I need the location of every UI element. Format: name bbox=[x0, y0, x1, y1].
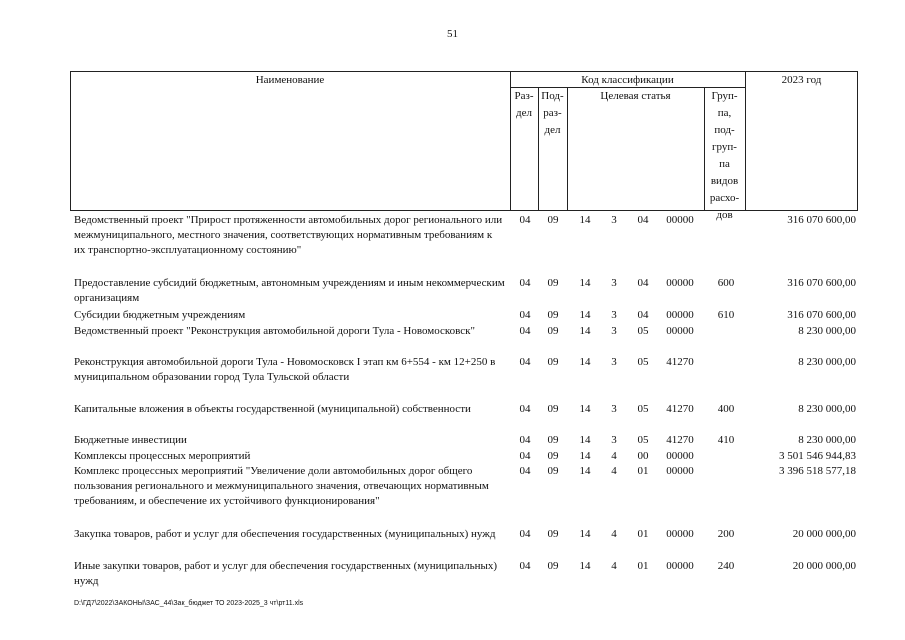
file-path-footer: D:\ГД7\2022\ЗАКОНЫ\ЗАС_44\Зак_бюджет ТО 2023-2025_3 чт\рт11.xls bbox=[74, 600, 304, 607]
row-cs1: 14 bbox=[579, 560, 591, 572]
row-cs1: 14 bbox=[579, 309, 591, 321]
row-cs3: 05 bbox=[637, 403, 649, 415]
row-cs3: 05 bbox=[637, 356, 649, 368]
row-amount: 8 230 000,00 bbox=[798, 403, 856, 415]
header-code: Код классификации bbox=[581, 74, 674, 86]
page-number: 51 bbox=[447, 28, 458, 40]
row-amount: 316 070 600,00 bbox=[787, 214, 856, 226]
row-name: Закупка товаров, работ и услуг для обеспечения государственных (муниципальных) нужд bbox=[74, 528, 496, 540]
row-cs4: 00000 bbox=[666, 325, 694, 337]
row-cs1: 14 bbox=[579, 434, 591, 446]
row-name: Реконструкция автомобильной дороги Тула - Новомосковск I этап км 6+554 - км 12+250 в муниципальном образовании город Тула Тульской области bbox=[74, 356, 496, 383]
row-cs4: 41270 bbox=[666, 434, 694, 446]
row-cs1: 14 bbox=[579, 528, 591, 540]
row-name: Иные закупки товаров, работ и услуг для обеспечения государственных (муниципальных) нужд bbox=[74, 560, 498, 587]
row-cs2: 3 bbox=[611, 325, 617, 337]
row-cs2: 4 bbox=[611, 465, 617, 477]
row-amount: 20 000 000,00 bbox=[792, 560, 856, 572]
row-cs4: 00000 bbox=[666, 465, 694, 477]
row-cs2: 3 bbox=[611, 214, 617, 226]
row-name: Капитальные вложения в объекты государственной (муниципальной) собственности bbox=[74, 403, 471, 415]
row-amount: 8 230 000,00 bbox=[798, 356, 856, 368]
row-razdel: 04 bbox=[519, 277, 531, 289]
header-group: Груп- па, под- груп- па видов расхо- дов bbox=[709, 90, 740, 221]
row-cs3: 05 bbox=[637, 325, 649, 337]
row-cs2: 3 bbox=[611, 277, 617, 289]
row-cs4: 00000 bbox=[666, 277, 694, 289]
row-cs1: 14 bbox=[579, 356, 591, 368]
row-razdel: 04 bbox=[519, 356, 531, 368]
row-cs4: 00000 bbox=[666, 214, 694, 226]
header-razdel: Раз- дел bbox=[514, 90, 534, 119]
row-razdel: 04 bbox=[519, 403, 531, 415]
row-cs4: 41270 bbox=[666, 403, 694, 415]
row-name: Субсидии бюджетным учреждениям bbox=[74, 309, 246, 321]
row-amount: 3 501 546 944,83 bbox=[779, 450, 856, 462]
row-razdel: 04 bbox=[519, 465, 531, 477]
row-cs1: 14 bbox=[579, 277, 591, 289]
row-amount: 316 070 600,00 bbox=[787, 277, 856, 289]
header-target: Целевая статья bbox=[600, 90, 671, 102]
row-cs3: 04 bbox=[637, 277, 649, 289]
row-group: 610 bbox=[717, 309, 735, 321]
row-name: Бюджетные инвестиции bbox=[74, 434, 187, 446]
row-name: Ведомственный проект "Прирост протяженности автомобильных дорог регионального или межмуниципального, местного значения, соответствующих нормативным требованиям к их транспортно-эксплуатационному состоянию" bbox=[74, 214, 503, 256]
row-podrazdel: 09 bbox=[547, 356, 559, 368]
row-podrazdel: 09 bbox=[547, 309, 559, 321]
row-cs2: 4 bbox=[611, 560, 617, 572]
row-group: 200 bbox=[717, 528, 735, 540]
row-cs4: 41270 bbox=[666, 356, 694, 368]
header-name: Наименование bbox=[255, 74, 325, 86]
header-year: 2023 год bbox=[781, 74, 822, 86]
row-cs3: 04 bbox=[637, 309, 649, 321]
row-cs2: 4 bbox=[611, 450, 617, 462]
row-cs3: 01 bbox=[637, 528, 649, 540]
row-group: 240 bbox=[717, 560, 735, 572]
row-razdel: 04 bbox=[519, 434, 531, 446]
row-cs4: 00000 bbox=[666, 309, 694, 321]
row-podrazdel: 09 bbox=[547, 528, 559, 540]
row-cs4: 00000 bbox=[666, 528, 694, 540]
row-cs3: 01 bbox=[637, 560, 649, 572]
row-name: Предоставление субсидий бюджетным, автономным учреждениям и иным некоммерческим организациям bbox=[74, 277, 505, 304]
row-cs1: 14 bbox=[579, 465, 591, 477]
row-cs2: 3 bbox=[611, 309, 617, 321]
row-podrazdel: 09 bbox=[547, 403, 559, 415]
row-podrazdel: 09 bbox=[547, 465, 559, 477]
row-name: Комплексы процессных мероприятий bbox=[74, 450, 251, 462]
row-cs3: 01 bbox=[637, 465, 649, 477]
row-name: Ведомственный проект "Реконструкция автомобильной дороги Тула - Новомосковск" bbox=[74, 325, 476, 337]
row-amount: 316 070 600,00 bbox=[787, 309, 856, 321]
row-cs1: 14 bbox=[579, 450, 591, 462]
row-cs4: 00000 bbox=[666, 450, 694, 462]
row-razdel: 04 bbox=[519, 560, 531, 572]
row-razdel: 04 bbox=[519, 528, 531, 540]
row-razdel: 04 bbox=[519, 450, 531, 462]
row-cs2: 3 bbox=[611, 434, 617, 446]
row-group: 600 bbox=[717, 277, 735, 289]
row-cs1: 14 bbox=[579, 403, 591, 415]
row-cs1: 14 bbox=[579, 325, 591, 337]
row-name: Комплекс процессных мероприятий "Увеличение доли автомобильных дорог общего пользования регионального и межмуниципального значения, отвечающих нормативным требованиям, и обеспечение их устойчивого функционирования" bbox=[74, 465, 489, 507]
row-podrazdel: 09 bbox=[547, 560, 559, 572]
row-cs2: 4 bbox=[611, 528, 617, 540]
row-cs3: 00 bbox=[637, 450, 649, 462]
row-cs4: 00000 bbox=[666, 560, 694, 572]
row-amount: 20 000 000,00 bbox=[792, 528, 856, 540]
row-podrazdel: 09 bbox=[547, 214, 559, 226]
row-cs2: 3 bbox=[611, 403, 617, 415]
row-razdel: 04 bbox=[519, 325, 531, 337]
row-podrazdel: 09 bbox=[547, 325, 559, 337]
row-razdel: 04 bbox=[519, 214, 531, 226]
row-podrazdel: 09 bbox=[547, 450, 559, 462]
row-amount: 8 230 000,00 bbox=[798, 325, 856, 337]
row-amount: 8 230 000,00 bbox=[798, 434, 856, 446]
row-amount: 3 396 518 577,18 bbox=[779, 465, 856, 477]
row-cs3: 05 bbox=[637, 434, 649, 446]
row-podrazdel: 09 bbox=[547, 434, 559, 446]
header-podrazdel: Под- раз- дел bbox=[541, 90, 564, 136]
row-group: 400 bbox=[717, 403, 735, 415]
row-cs2: 3 bbox=[611, 356, 617, 368]
row-podrazdel: 09 bbox=[547, 277, 559, 289]
row-cs1: 14 bbox=[579, 214, 591, 226]
row-razdel: 04 bbox=[519, 309, 531, 321]
row-cs3: 04 bbox=[637, 214, 649, 226]
row-group: 410 bbox=[717, 434, 735, 446]
